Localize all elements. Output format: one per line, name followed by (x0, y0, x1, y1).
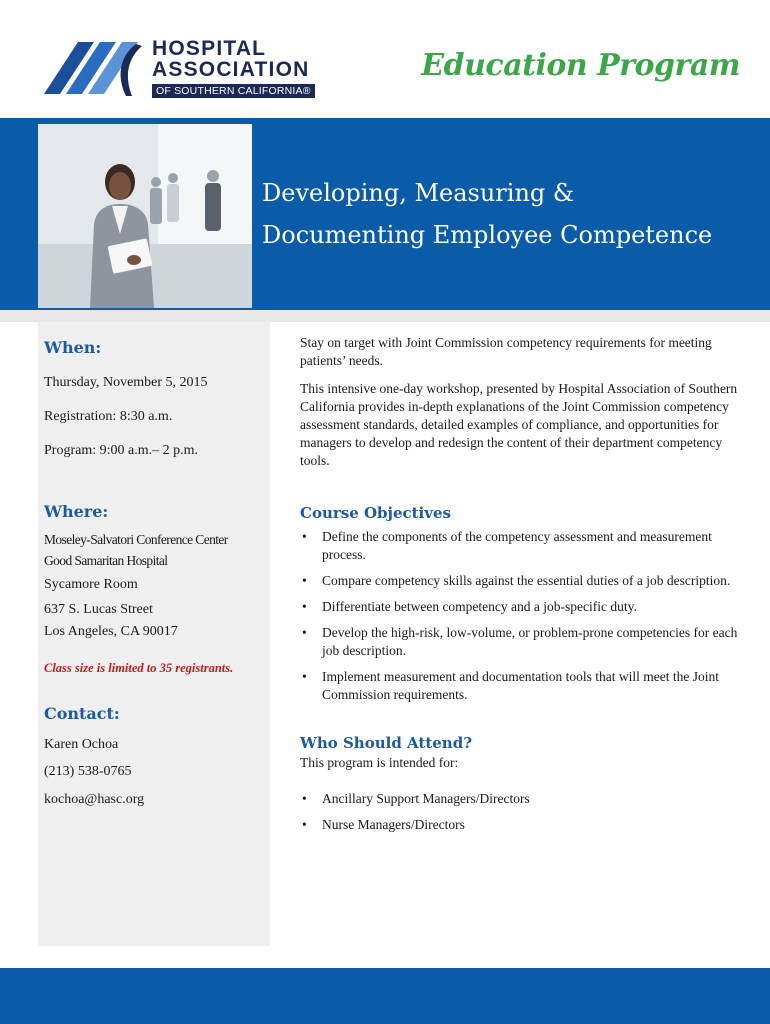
list-item: • Develop the high-risk, low-volume, or problem-prone competencies for each job description. (302, 625, 738, 658)
logo-text (152, 38, 315, 99)
event-details-sidebar (38, 322, 270, 946)
who-should-attend-heading: Who Should Attend? (300, 734, 472, 752)
contact-heading: Contact: (44, 704, 120, 723)
bullet-icon: • (302, 817, 307, 832)
hasc-logo (40, 36, 330, 106)
program-time: Program: 9:00 a.m.– 2 p.m. (44, 443, 198, 458)
office-people-illustration (38, 124, 252, 308)
where-heading: Where: (44, 502, 109, 521)
registration-time: Registration: 8:30 a.m. (44, 409, 173, 424)
banner-divider (0, 310, 770, 322)
bullet-icon: • (302, 669, 307, 684)
course-objectives-heading: Course Objectives (300, 504, 451, 522)
bullet-icon: • (302, 599, 307, 614)
contact-email[interactable]: kochoa@hasc.org (44, 792, 145, 807)
logo-stripes-icon (40, 36, 146, 100)
venue-street: 637 S. Lucas Street (44, 602, 153, 617)
list-item: • Define the components of the competency assessment and measurement process. (302, 529, 712, 562)
list-item: • Implement measurement and documentation tools that will meet the Joint Commission requirements. (302, 669, 720, 702)
course-title-line1: Developing, Measuring & (262, 179, 575, 207)
description-paragraph: This intensive one-day workshop, presented by Hospital Association of Southern California provides in-depth explanations of the Joint Commission competency assessment standards, detailed examples of compliance, and opportunities for managers to develop and redesign the content of their department competency tools. (300, 381, 738, 468)
contact-name: Karen Ochoa (44, 737, 119, 752)
venue-room: Sycamore Room (44, 577, 138, 592)
bullet-icon: • (302, 791, 307, 806)
list-item: • Nurse Managers/Directors (302, 817, 465, 832)
logo-line-region: OF SOUTHERN CALIFORNIA® (152, 84, 315, 98)
list-item: • Compare competency skills against the essential duties of a job description. (302, 573, 731, 588)
header (0, 0, 770, 118)
venue-name: Moseley-Salvatori Conference Center (44, 532, 228, 547)
contact-phone[interactable]: (213) 538-0765 (44, 764, 132, 779)
class-size-note: Class size is limited to 35 registrants. (44, 661, 234, 675)
attend-intro: This program is intended for: (300, 755, 459, 770)
when-heading: When: (44, 338, 102, 357)
banner-photo (38, 124, 252, 308)
intro-paragraph: Stay on target with Joint Commission competency requirements for meeting patients’ needs. (300, 335, 712, 368)
course-title-line2: Documenting Employee Competence (262, 221, 713, 249)
event-date: Thursday, November 5, 2015 (44, 375, 208, 390)
course-title (262, 172, 762, 256)
bullet-icon: • (302, 529, 307, 544)
bullet-icon: • (302, 625, 307, 640)
venue-hospital: Good Samaritan Hospital (44, 553, 168, 568)
list-item: • Ancillary Support Managers/Directors (302, 791, 530, 806)
logo-line-association: ASSOCIATION (152, 58, 310, 81)
footer-bar (0, 968, 770, 1024)
logo-line-hospital: HOSPITAL (152, 37, 267, 60)
list-item: • Differentiate between competency and a job-specific duty. (302, 599, 637, 614)
venue-city: Los Angeles, CA 90017 (44, 624, 178, 639)
bullet-icon: • (302, 573, 307, 588)
main-content (300, 334, 740, 834)
education-program-label: Education Program (421, 48, 740, 83)
attendees-list (300, 790, 740, 834)
objectives-list (300, 528, 740, 704)
